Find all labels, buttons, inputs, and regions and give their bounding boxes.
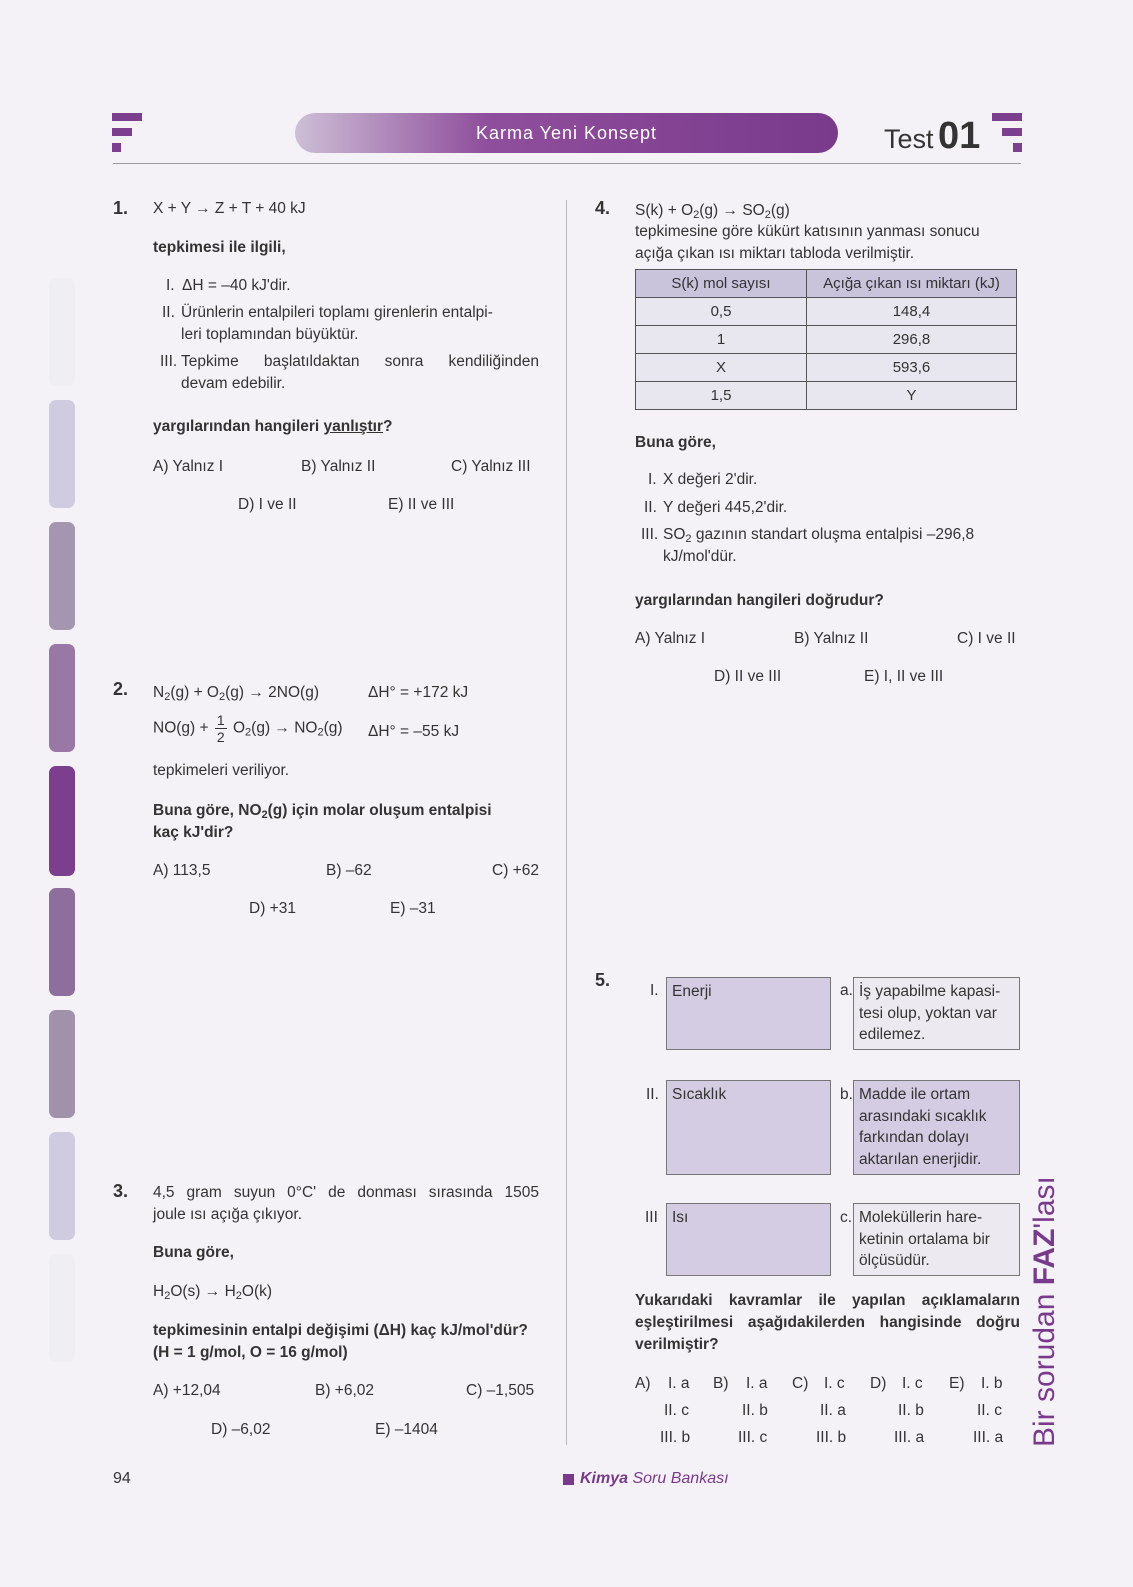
q1-statement-3a: Tepkime başlatıldaktan sonra kendiliğinden (181, 353, 539, 370)
option-pair: II. a (820, 1402, 846, 1419)
definition-key: a. (840, 982, 853, 999)
option-pair: II. b (742, 1402, 768, 1419)
q4-statement-2: Y değeri 445,2'dir. (663, 499, 788, 516)
concept-label: Enerji (672, 983, 712, 1000)
q3-question-line2: (H = 1 g/mol, O = 16 g/mol) (153, 1344, 348, 1361)
question-number: 1. (113, 198, 129, 218)
q2-question: Buna göre, $NO_2(g)$ için molar oluşum entalpisi kaç kJ'dir? (153, 802, 492, 841)
answer-option[interactable]: B) +6,02 (315, 1382, 375, 1399)
q1-question-underlined: yanlıştır (323, 418, 383, 435)
question-number: 2. (113, 679, 129, 699)
q4-question: yargılarından hangileri doğrudur? (635, 592, 884, 609)
option-pair: II. c (664, 1402, 689, 1419)
answer-option[interactable] (870, 1370, 886, 1397)
q5-question-line3: verilmiştir? (635, 1336, 719, 1353)
q4-data-table (635, 269, 1017, 410)
header-title: Karma Yeni Konsept (475, 122, 658, 143)
table-header-row (636, 270, 1017, 298)
statement-number: II. (644, 499, 657, 516)
answer-option[interactable] (792, 1370, 808, 1397)
table-header-cell: Açığa çıkan ısı miktarı (kJ) (807, 270, 1017, 298)
answer-option[interactable]: D) –6,02 (211, 1421, 271, 1438)
option-letter: E) (949, 1375, 965, 1392)
option-letter: B) (713, 1375, 729, 1392)
option-pair: II. c (977, 1402, 1002, 1419)
concept-label: Sıcaklık (672, 1086, 727, 1103)
option-letter: A) (635, 1375, 651, 1392)
side-tab (49, 1254, 75, 1362)
table-row (636, 382, 1017, 410)
definition-text: İş yapabilme kapasi-tesi olup, yoktan var edilemez. (859, 983, 1001, 1043)
answer-option[interactable]: E) I, II ve III (864, 668, 944, 685)
concept-label: Isı (672, 1209, 689, 1226)
answer-option[interactable]: C) –1,505 (466, 1382, 535, 1399)
q2-given: tepkimeleri veriliyor. (153, 762, 290, 779)
concept-box-heat (666, 1203, 831, 1276)
q4-statement-3: $SO_2$ gazının standart oluşma entalpisi –296,8 kJ/mol'dür. (663, 526, 975, 565)
statement-number: III. (641, 526, 659, 543)
q4-statement-3-text: gazının standart oluşma entalpisi –296,8 (695, 526, 975, 543)
concept-box-temperature (666, 1080, 831, 1175)
table-cell: Y (807, 382, 1017, 410)
side-tab (49, 766, 75, 876)
q2-reaction-2-enthalpy: ΔH° = –55 kJ (368, 723, 460, 740)
option-pair: I. c (824, 1375, 845, 1392)
concept-box-energy (666, 977, 831, 1050)
answer-option[interactable]: B) Yalnız II (301, 458, 376, 475)
side-slogan-pre: Bir sorudan (1028, 1285, 1061, 1447)
concept-number: III (645, 1209, 658, 1226)
side-tab (49, 278, 75, 386)
answer-option-pairs (660, 1370, 690, 1451)
answer-option[interactable]: E) –31 (390, 900, 436, 917)
q3-line-1: 4,5 gram suyun 0°C' de donması sırasında 1505 (153, 1184, 539, 1201)
statement-number: I. (166, 277, 175, 294)
option-pair: I. c (902, 1375, 923, 1392)
side-tab (49, 522, 75, 630)
table-cell: 296,8 (807, 326, 1017, 354)
q2-question-line2: kaç kJ'dir? (153, 824, 234, 841)
side-slogan-post: 'lası (1028, 1176, 1061, 1229)
table-cell: 148,4 (807, 298, 1017, 326)
question-number: 3. (113, 1181, 129, 1201)
option-pair: III. a (973, 1429, 1004, 1446)
answer-option[interactable]: D) +31 (249, 900, 296, 917)
q2-reaction-2: NO(g) + $\frac{1}{2}$ $O_2(g) \to NO_2(g)$ (153, 712, 343, 745)
option-pair: III. b (816, 1429, 847, 1446)
side-slogan (1028, 1176, 1062, 1447)
q1-statement-3b: devam edebilir. (181, 375, 286, 392)
table-cell: 0,5 (636, 298, 807, 326)
table-header-cell: S(k) mol sayısı (636, 270, 807, 298)
q1-statement-1: ΔH = –40 kJ'dir. (182, 277, 291, 294)
q1-question (153, 416, 392, 438)
table-row (636, 354, 1017, 382)
table-cell: 1,5 (636, 382, 807, 410)
definition-box-a (853, 977, 1020, 1050)
answer-option-pairs (738, 1370, 768, 1451)
test-number: 01 (938, 115, 981, 157)
statement-number: I. (648, 471, 657, 488)
q4-statement-3b: kJ/mol'dür. (663, 548, 737, 565)
side-tab (49, 888, 75, 996)
table-cell: 593,6 (807, 354, 1017, 382)
option-pair: III. a (894, 1429, 925, 1446)
concept-number: I. (650, 982, 659, 999)
logo-mark-left (112, 113, 142, 153)
definition-text: Madde ile ortam arasındaki sıcaklık farkından dolayı aktarılan enerjidir. (859, 1086, 987, 1168)
page-number: 94 (113, 1470, 131, 1487)
definition-box-b (853, 1080, 1020, 1175)
statement-number: II. (162, 304, 175, 321)
table-cell: X (636, 354, 807, 382)
answer-option[interactable] (949, 1370, 965, 1397)
column-divider (566, 200, 567, 1445)
q1-statement-2a: Ürünlerin entalpileri toplamı girenlerin entalpi- (181, 304, 493, 321)
concept-number: II. (646, 1086, 659, 1103)
q1-question-post: ? (383, 418, 393, 435)
option-pair: III. c (738, 1429, 768, 1446)
footer-book-rest: Soru Bankası (628, 1470, 729, 1487)
side-tab (49, 1132, 75, 1240)
answer-option-pairs (973, 1370, 1003, 1451)
answer-option[interactable]: C) Yalnız III (451, 458, 531, 475)
q3-line-2: joule ısı açığa çıkıyor. (153, 1206, 303, 1223)
side-slogan-bold: FAZ (1028, 1228, 1061, 1286)
side-tab (49, 400, 75, 508)
answer-option[interactable]: A) 113,5 (153, 862, 211, 879)
q2-reaction-1-enthalpy: ΔH° = +172 kJ (368, 684, 469, 701)
option-pair: II. b (898, 1402, 924, 1419)
option-pair: I. b (981, 1375, 1003, 1392)
side-tab (49, 1010, 75, 1118)
q4-line-1: tepkimesine göre kükürt katısının yanması sonucu (635, 223, 980, 240)
header-title-bar (295, 113, 838, 153)
q4-reaction: $S(k) + O_2(g) \to SO_2(g)$ (635, 202, 790, 221)
definition-key: b. (840, 1086, 853, 1103)
q1-equation: X + Y → Z + T + 40 kJ (153, 200, 306, 217)
q5-question-line1: Yukarıdaki kavramlar ile yapılan açıklamaların (635, 1292, 1020, 1309)
q2-reaction-1: $N_2(g) + O_2(g) \to 2NO(g)$ (153, 684, 319, 703)
option-letter: C) (792, 1375, 809, 1392)
question-number: 5. (595, 970, 611, 990)
option-letter: D) (870, 1375, 887, 1392)
answer-option[interactable] (635, 1370, 651, 1397)
fraction-half: $\frac{1}{2}$ (216, 712, 225, 745)
q3-reaction: $H_2O(s) \to H_2O(k)$ (153, 1283, 273, 1302)
option-pair: III. b (660, 1429, 691, 1446)
answer-option[interactable]: A) +12,04 (153, 1382, 221, 1399)
q4-line-2: açığa çıkan ısı miktarı tabloda verilmiştir. (635, 245, 915, 262)
footer-book-bold: Kimya (580, 1470, 629, 1487)
side-tab (49, 644, 75, 752)
answer-option-pairs (816, 1370, 846, 1451)
q3-question-line1: tepkimesinin entalpi değişimi (ΔH) kaç kJ/mol'dür? (153, 1322, 528, 1339)
test-label: Test (884, 124, 934, 154)
question-number: 4. (595, 198, 611, 218)
definition-box-c (853, 1203, 1020, 1276)
statement-number: III. (160, 353, 178, 370)
logo-mark-right (992, 113, 1022, 153)
answer-option[interactable] (713, 1370, 729, 1397)
table-row (636, 298, 1017, 326)
footer-square-icon (563, 1474, 574, 1485)
q1-intro: tepkimesi ile ilgili, (153, 239, 286, 256)
answer-option[interactable]: C) I ve II (957, 630, 1016, 647)
answer-option[interactable]: B) –62 (326, 862, 372, 879)
definition-text: Moleküllerin hare-ketinin ortalama bir ölçüsüdür. (859, 1209, 990, 1269)
answer-option[interactable]: A) Yalnız I (153, 458, 224, 475)
answer-option[interactable]: C) +62 (492, 862, 539, 879)
option-pair: I. a (668, 1375, 690, 1392)
definition-key: c. (840, 1209, 853, 1226)
table-row (636, 326, 1017, 354)
q5-question-line2: eşleştirilmesi aşağıdakilerden hangisinde doğru (635, 1314, 1020, 1331)
answer-option[interactable]: E) II ve III (388, 496, 455, 513)
answer-option[interactable]: A) Yalnız I (635, 630, 706, 647)
answer-option[interactable]: D) II ve III (714, 668, 782, 685)
answer-option[interactable]: E) –1404 (375, 1421, 438, 1438)
q3-buna-gore: Buna göre, (153, 1244, 234, 1261)
table-cell: 1 (636, 326, 807, 354)
option-pair: I. a (746, 1375, 768, 1392)
q1-statement-2b: leri toplamından büyüktür. (181, 326, 359, 343)
answer-option[interactable]: B) Yalnız II (794, 630, 869, 647)
footer-book-title (580, 1470, 729, 1488)
answer-option-pairs (894, 1370, 924, 1451)
header-divider (113, 163, 1021, 164)
answer-option[interactable]: D) I ve II (238, 496, 297, 513)
q1-question-pre: yargılarından hangileri (153, 418, 324, 435)
q4-buna-gore: Buna göre, (635, 434, 716, 451)
q4-statement-1: X değeri 2'dir. (663, 471, 758, 488)
